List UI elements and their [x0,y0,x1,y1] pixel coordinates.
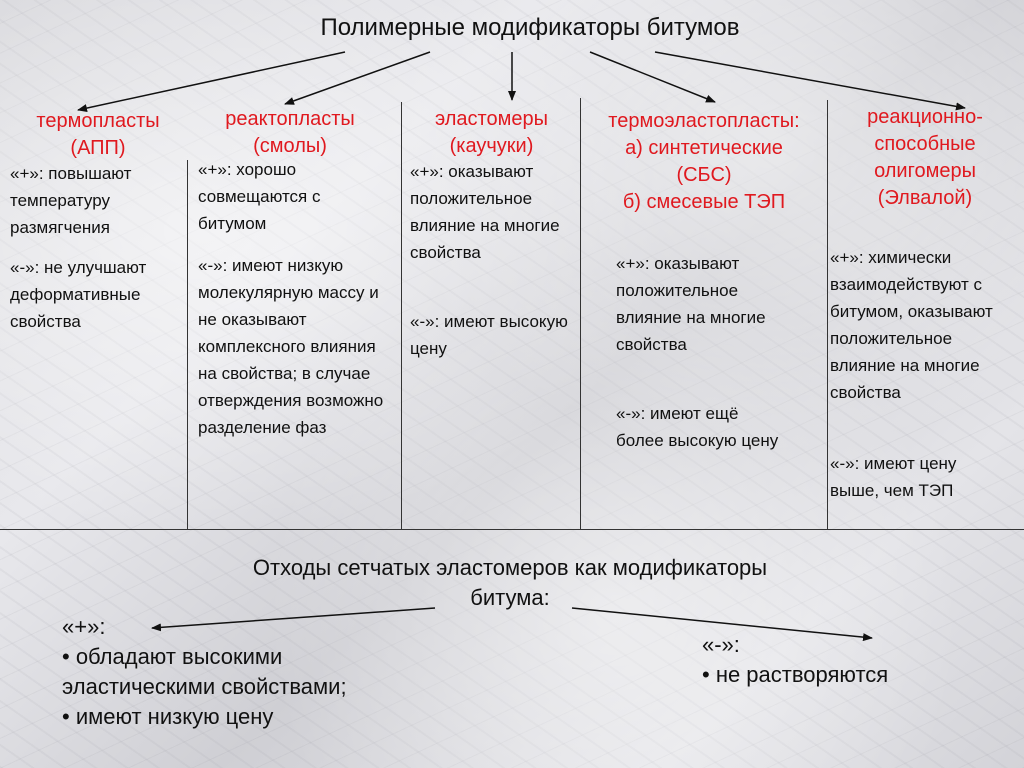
bottom-plus-item: • обладают высокими [62,644,283,669]
page-title: Полимерные модификаторы битумов [320,14,740,41]
column-minus-thermoplastics: «-»: не улучшают деформативные свойства [10,258,147,331]
column-header-elastomers: эластомеры (каучуки) [435,108,548,157]
bottom-plus-item: эластическими свойствами; [62,674,347,699]
bottom-plus-label: «+»: [62,614,106,639]
bottom-plus-block [62,612,462,732]
column-plus-thermoelastoplastics: «+»: оказывают положительное влияние на многие свойства [616,254,766,354]
column-header-reactoplastics: реактопласты (смолы) [225,108,355,157]
column-plus-elastomers: «+»: оказывают положительное влияние на многие свойства [410,162,560,262]
bottom-minus-block [702,630,1002,690]
divider-3 [580,98,581,530]
bottom-minus-label: «-»: [702,632,740,657]
column-plus-reactoplastics: «+»: хорошо совмещаются с битумом [198,160,321,233]
arrow-to-thermoplastics [78,52,345,110]
column-plus-reactive-oligomers: «+»: химически взаимодействуют с битумом, оказывают положительное влияние на многие свойства [830,248,993,402]
divider-1 [187,160,188,530]
section-divider [0,529,1024,530]
column-minus-reactive-oligomers: «-»: имеют цену выше, чем ТЭП [830,454,957,500]
divider-4 [827,100,828,530]
column-minus-reactoplastics: «-»: имеют низкую молекулярную массу и не оказывают комплексного влияния на свойства; в случае отверждения возможно разделение фаз [198,256,384,437]
column-minus-thermoelastoplastics: «-»: имеют ещё более высокую цену [616,404,779,450]
column-header-thermoelastoplastics: термоэластопласты: а) синтетические (СБС) б) смесевые ТЭП [608,110,800,213]
divider-2 [401,102,402,530]
arrow-to-oligomers [655,52,965,108]
column-header-thermoplastics: термопласты (АПП) [36,110,160,159]
bottom-title: Отходы сетчатых эластомеров как модификаторы битума: [252,555,768,610]
column-plus-thermoplastics: «+»: повышают температуру размягчения [10,164,132,237]
column-minus-elastomers: «-»: имеют высокую цену [410,312,568,358]
column-header-reactive-oligomers: реакционно- способные олигомеры (Элвалой) [867,106,983,209]
bottom-minus-item: • не растворяются [702,662,889,687]
bottom-plus-item: • имеют низкую цену [62,704,274,729]
